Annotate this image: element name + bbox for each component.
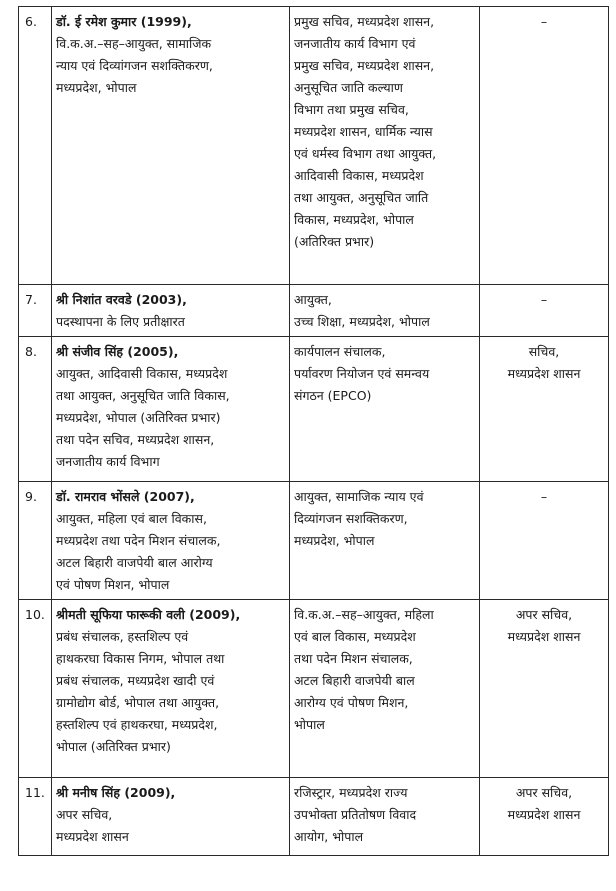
new-posting-line: अनुसूचित जाति कल्याण [294, 80, 403, 95]
new-posting-line: आदिवासी विकास, मध्यप्रदेश [294, 168, 424, 183]
remark-cell [480, 337, 609, 482]
current-posting-line: तथा आयुक्त, अनुसूचित जाति विकास, [56, 388, 230, 403]
remark-cell [480, 482, 609, 600]
current-posting-line: ग्रामोद्योग बोर्ड, भोपाल तथा आयुक्त, [56, 695, 220, 710]
current-posting-line: अपर सचिव, [56, 807, 113, 822]
current-posting-line: प्रबंध संचालक, मध्यप्रदेश खादी एवं [56, 673, 215, 688]
table-row [19, 337, 609, 482]
new-posting-line: पर्यावरण नियोजन एवं समन्वय [294, 366, 430, 381]
table-row [19, 778, 609, 856]
remark-line: मध्यप्रदेश शासन [507, 366, 581, 381]
new-posting-line: उच्च शिक्षा, मध्यप्रदेश, भोपाल [294, 314, 430, 329]
current-posting-line: मध्यप्रदेश शासन [56, 829, 129, 844]
row-number: 9. [19, 482, 52, 600]
remark-line: अपर सचिव, [515, 785, 573, 800]
table-row [19, 600, 609, 778]
officer-name: श्री मनीष सिंह (2009), [56, 785, 176, 800]
current-posting-line: आयुक्त, आदिवासी विकास, मध्यप्रदेश [56, 366, 228, 381]
current-posting-line: मध्यप्रदेश तथा पदेन मिशन संचालक, [56, 533, 221, 548]
new-posting-line: आरोग्य एवं पोषण मिशन, [294, 695, 409, 710]
current-posting-line: भोपाल (अतिरिक्त प्रभार) [56, 739, 171, 754]
new-posting-line: भोपाल [294, 717, 325, 732]
remark-cell [480, 285, 609, 337]
remark-cell [480, 600, 609, 778]
current-posting-line: हस्तशिल्प एवं हाथकरघा, मध्यप्रदेश, [56, 717, 218, 732]
new-posting-line: विकास, मध्यप्रदेश, भोपाल [294, 212, 414, 227]
new-posting-line: (अतिरिक्त प्रभार) [294, 234, 375, 249]
remark-cell [480, 7, 609, 285]
new-posting-line: तथा पदेन मिशन संचालक, [294, 651, 413, 666]
new-posting-cell [290, 7, 480, 285]
table-row [19, 7, 609, 285]
new-posting-cell [290, 337, 480, 482]
current-posting-line: तथा पदेन सचिव, मध्यप्रदेश शासन, [56, 432, 215, 447]
new-posting-line: आयुक्त, सामाजिक न्याय एवं [294, 489, 424, 504]
current-posting-line: अटल बिहारी वाजपेयी बाल आरोग्य [56, 555, 213, 570]
current-posting-line: एवं पोषण मिशन, भोपाल [56, 577, 170, 592]
current-posting-line: आयुक्त, महिला एवं बाल विकास, [56, 511, 207, 526]
row-number: 11. [19, 778, 52, 856]
remark-cell [480, 778, 609, 856]
remark-line: – [540, 292, 548, 307]
row-number: 7. [19, 285, 52, 337]
officer-name: डॉ. रामराव भोंसले (2007), [56, 489, 195, 504]
officer-cell [52, 482, 290, 600]
new-posting-line: वि.क.अ.–सह–आयुक्त, महिला [294, 607, 434, 622]
table-body [19, 7, 609, 856]
new-posting-cell [290, 778, 480, 856]
new-posting-line: आयुक्त, [294, 292, 332, 307]
new-posting-line: रजिस्ट्रार, मध्यप्रदेश राज्य [294, 785, 408, 800]
officer-name: श्री निशांत वरवडे (2003), [56, 292, 187, 307]
current-posting-line: पदस्थापना के लिए प्रतीक्षारत [56, 314, 185, 329]
table-row [19, 482, 609, 600]
current-posting-line: न्याय एवं दिव्यांगजन सशक्तिकरण, [56, 58, 213, 73]
new-posting-line: विभाग तथा प्रमुख सचिव, [294, 102, 409, 117]
officer-name: डॉ. ई रमेश कुमार (1999), [56, 14, 192, 29]
current-posting-line: जनजातीय कार्य विभाग [56, 454, 160, 469]
remark-line: अपर सचिव, [515, 607, 573, 622]
officer-cell [52, 600, 290, 778]
current-posting-line: प्रबंध संचालक, हस्तशिल्प एवं [56, 629, 189, 644]
current-posting-line: वि.क.अ.–सह–आयुक्त, सामाजिक [56, 36, 212, 51]
new-posting-line: अटल बिहारी वाजपेयी बाल [294, 673, 415, 688]
remark-line: सचिव, [528, 344, 560, 359]
officer-cell [52, 337, 290, 482]
remark-line: – [540, 489, 548, 504]
new-posting-line: आयोग, भोपाल [294, 829, 364, 844]
row-number: 6. [19, 7, 52, 285]
new-posting-line: प्रमुख सचिव, मध्यप्रदेश शासन, [294, 14, 435, 29]
current-posting-line: मध्यप्रदेश, भोपाल (अतिरिक्त प्रभार) [56, 410, 221, 425]
new-posting-cell [290, 285, 480, 337]
remark-line: मध्यप्रदेश शासन [507, 629, 581, 644]
new-posting-line: मध्यप्रदेश, भोपाल [294, 533, 375, 548]
new-posting-line: उपभोक्ता प्रतितोषण विवाद [294, 807, 417, 822]
row-number: 8. [19, 337, 52, 482]
officer-name: श्री संजीव सिंह (2005), [56, 344, 179, 359]
table-row [19, 285, 609, 337]
remark-line: मध्यप्रदेश शासन [507, 807, 581, 822]
officer-transfer-table [18, 6, 609, 856]
new-posting-line: प्रमुख सचिव, मध्यप्रदेश शासन, [294, 58, 435, 73]
new-posting-line: एवं बाल विकास, मध्यप्रदेश [294, 629, 416, 644]
new-posting-cell [290, 482, 480, 600]
new-posting-line: कार्यपालन संचालक, [294, 344, 386, 359]
officer-cell [52, 285, 290, 337]
new-posting-line: तथा आयुक्त, अनुसूचित जाति [294, 190, 429, 205]
new-posting-line: दिव्यांगजन सशक्तिकरण, [294, 511, 408, 526]
current-posting-line: मध्यप्रदेश, भोपाल [56, 80, 137, 95]
officer-cell [52, 778, 290, 856]
new-posting-line: जनजातीय कार्य विभाग एवं [294, 36, 416, 51]
officer-name: श्रीमती सूफिया फारूकी वली (2009), [56, 607, 241, 622]
new-posting-line: एवं धर्मस्व विभाग तथा आयुक्त, [294, 146, 437, 161]
new-posting-line: संगठन (EPCO) [294, 388, 372, 403]
new-posting-cell [290, 600, 480, 778]
row-number: 10. [19, 600, 52, 778]
remark-line: – [540, 14, 548, 29]
new-posting-line: मध्यप्रदेश शासन, धार्मिक न्यास [294, 124, 433, 139]
current-posting-line: हाथकरघा विकास निगम, भोपाल तथा [56, 651, 225, 666]
officer-cell [52, 7, 290, 285]
